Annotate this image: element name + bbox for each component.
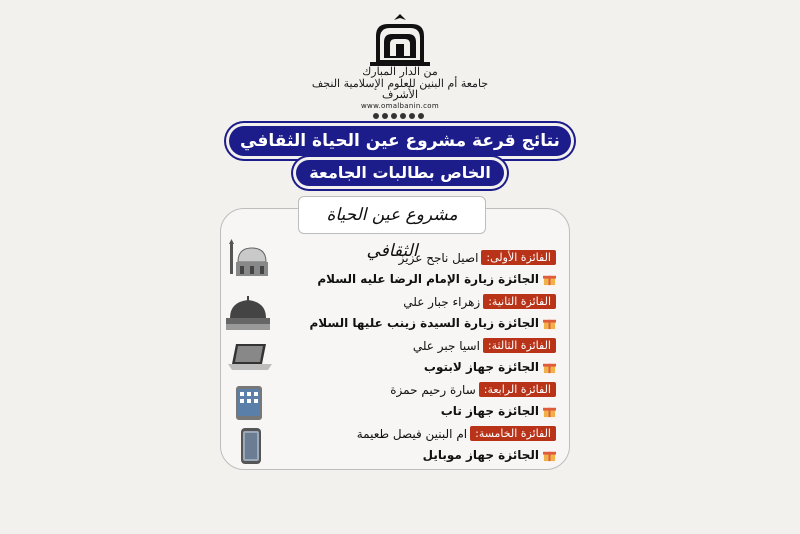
place-badge: الفائزة الرابعة: <box>479 382 556 397</box>
winner-3-row <box>413 338 556 353</box>
place-badge: الفائزة الأولى: <box>481 250 556 265</box>
university-logo-icon <box>360 12 440 68</box>
prize-1-row <box>317 272 556 286</box>
prize-text: الجائزة جهاز تاب <box>440 404 539 418</box>
project-calligraphy: مشروع عين الحياة الثقافي <box>298 196 486 234</box>
prize-text: الجائزة جهاز موبايل <box>422 448 539 462</box>
prize-text: الجائزة زيارة السيدة زينب عليها السلام <box>309 316 539 330</box>
prize-text: الجائزة زيارة الإمام الرضا عليه السلام <box>317 272 539 286</box>
place-badge: الفائزة الثالثة: <box>483 338 556 353</box>
prize-4-row <box>441 404 556 418</box>
gift-icon <box>543 449 556 462</box>
social-media-icons <box>372 112 428 120</box>
laptop-icon <box>226 342 274 372</box>
university-name <box>300 66 500 110</box>
gift-icon <box>543 317 556 330</box>
winner-1-row <box>399 250 556 265</box>
place-badge: الفائزة الثانية: <box>483 294 556 309</box>
sub-title: الخاص بطالبات الجامعة <box>296 160 504 186</box>
place-badge: الفائزة الخامسة: <box>470 426 556 441</box>
logo-line-1: من الدار المبارك <box>362 65 438 78</box>
winner-name: زهراء جبار علي <box>403 294 481 309</box>
mosque-dome-icon <box>226 296 270 330</box>
logo-line-2: جامعة أم البنين للعلوم الإسلامية النجف الأشرف <box>311 76 489 102</box>
winner-4-row <box>390 382 556 397</box>
gift-icon <box>543 273 556 286</box>
winner-name: ام البنين فيصل طعيمة <box>356 426 468 441</box>
shrine-dome-icon <box>226 238 270 282</box>
gift-icon <box>543 361 556 374</box>
logo-website: www.omalbanin.com <box>361 101 439 110</box>
winner-name: سارة رحيم حمزة <box>390 382 476 397</box>
mobile-phone-icon <box>238 428 264 464</box>
gift-icon <box>543 405 556 418</box>
prize-5-row <box>423 448 556 462</box>
prize-text: الجائزة جهاز لابتوب <box>423 360 539 374</box>
winner-name: اسيا جبر علي <box>412 338 480 353</box>
winner-5-row <box>357 426 556 441</box>
prize-3-row <box>424 360 556 374</box>
winner-2-row <box>403 294 556 309</box>
winner-name: اصيل ناجح عزيز <box>398 250 479 265</box>
prize-2-row <box>309 316 556 330</box>
main-title: نتائج قرعة مشروع عين الحياة الثقافي <box>229 126 571 156</box>
tablet-icon <box>234 386 264 420</box>
